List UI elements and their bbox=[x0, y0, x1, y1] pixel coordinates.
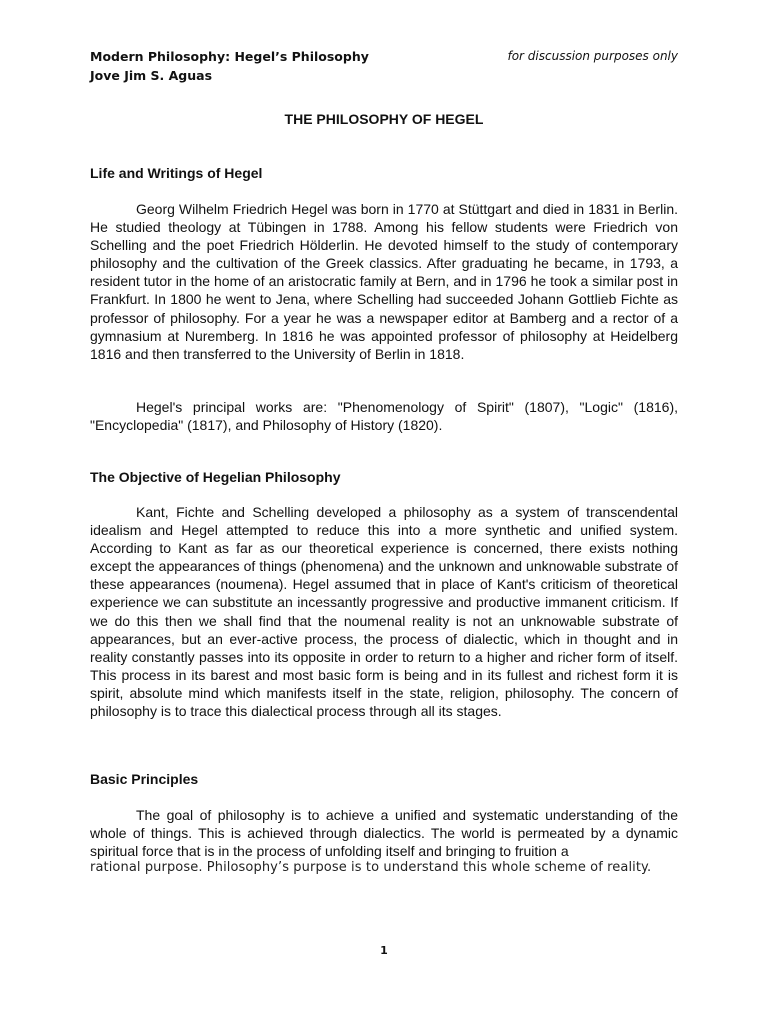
paragraph-objective-1: Kant, Fichte and Schelling developed a philosophy as a system of transcendental idealism and Hegel attempted to reduce this into a more synthetic and unified system. According to Kant as far as our theoretical experience is concerned, there exists nothing except the appearances of things (phenomena) and the unknown and unknowable substrate of these appearances (noumena). Hegel assumed that in place of Kant's criticism of theoretical experience we can substitute an incessantly progressive and productive immanent criticism. If we do this then we shall find that the noumenal reality is not an unknowable substrate of appearances, but an ever-active process, the process of dialectic, which in thought and in reality constantly passes into its opposite in order to return to a higher and richer form of itself. This process in its barest and most basic form is being and in its fullest and richest form it is spirit, absolute mind which manifests itself in the state, religion, philosophy. The concern of philosophy is to trace this dialectical process through all its stages. bbox=[90, 504, 678, 720]
paragraph-principles-continuation: rational purpose. Philosophy’s purpose is to understand this whole scheme of reality. bbox=[90, 860, 652, 875]
paragraph-life-2: Hegel's principal works are: "Phenomenology of Spirit" (1807), "Logic" (1816), "Encyclopedia" (1817), and Philosophy of History (1820). bbox=[90, 399, 678, 434]
section-heading-basic-principles: Basic Principles bbox=[90, 771, 199, 787]
paragraph-principles-1: The goal of philosophy is to achieve a unified and systematic understanding of the whole of things. This is achieved through dialectics. The world is permeated by a dynamic spiritual force that is in the process of unfolding itself and bringing to fruition a bbox=[90, 807, 678, 860]
page-number: 1 bbox=[380, 944, 388, 957]
header-course-title: Modern Philosophy: Hegel’s Philosophy bbox=[90, 49, 369, 64]
header-author: Jove Jim S. Aguas bbox=[90, 68, 213, 83]
document-title: THE PHILOSOPHY OF HEGEL bbox=[284, 111, 484, 127]
section-heading-objective: The Objective of Hegelian Philosophy bbox=[90, 469, 341, 485]
section-heading-life-and-writings: Life and Writings of Hegel bbox=[90, 165, 263, 181]
paragraph-life-1: Georg Wilhelm Friedrich Hegel was born in 1770 at Stüttgart and died in 1831 in Berlin. He studied theology at Tübingen in 1788. Among his fellow students were Friedrich von Schelling and the poet Friedrich Hölderlin. He devoted himself to the study of contemporary philosophy and the cultivation of the Greek classics. After graduating he became, in 1793, a resident tutor in the home of an aristocratic family at Bern, and in 1796 he took a similar post in Frankfurt. In 1800 he went to Jena, where Schelling had succeeded Johann Gottlieb Fichte as professor of philosophy. For a year he was a newspaper editor at Bamberg and a rector of a gymnasium at Nuremberg. In 1816 he was appointed professor of philosophy at Heidelberg 1816 and then transferred to the University of Berlin in 1818. bbox=[90, 201, 678, 362]
header-note: for discussion purposes only bbox=[507, 49, 678, 63]
